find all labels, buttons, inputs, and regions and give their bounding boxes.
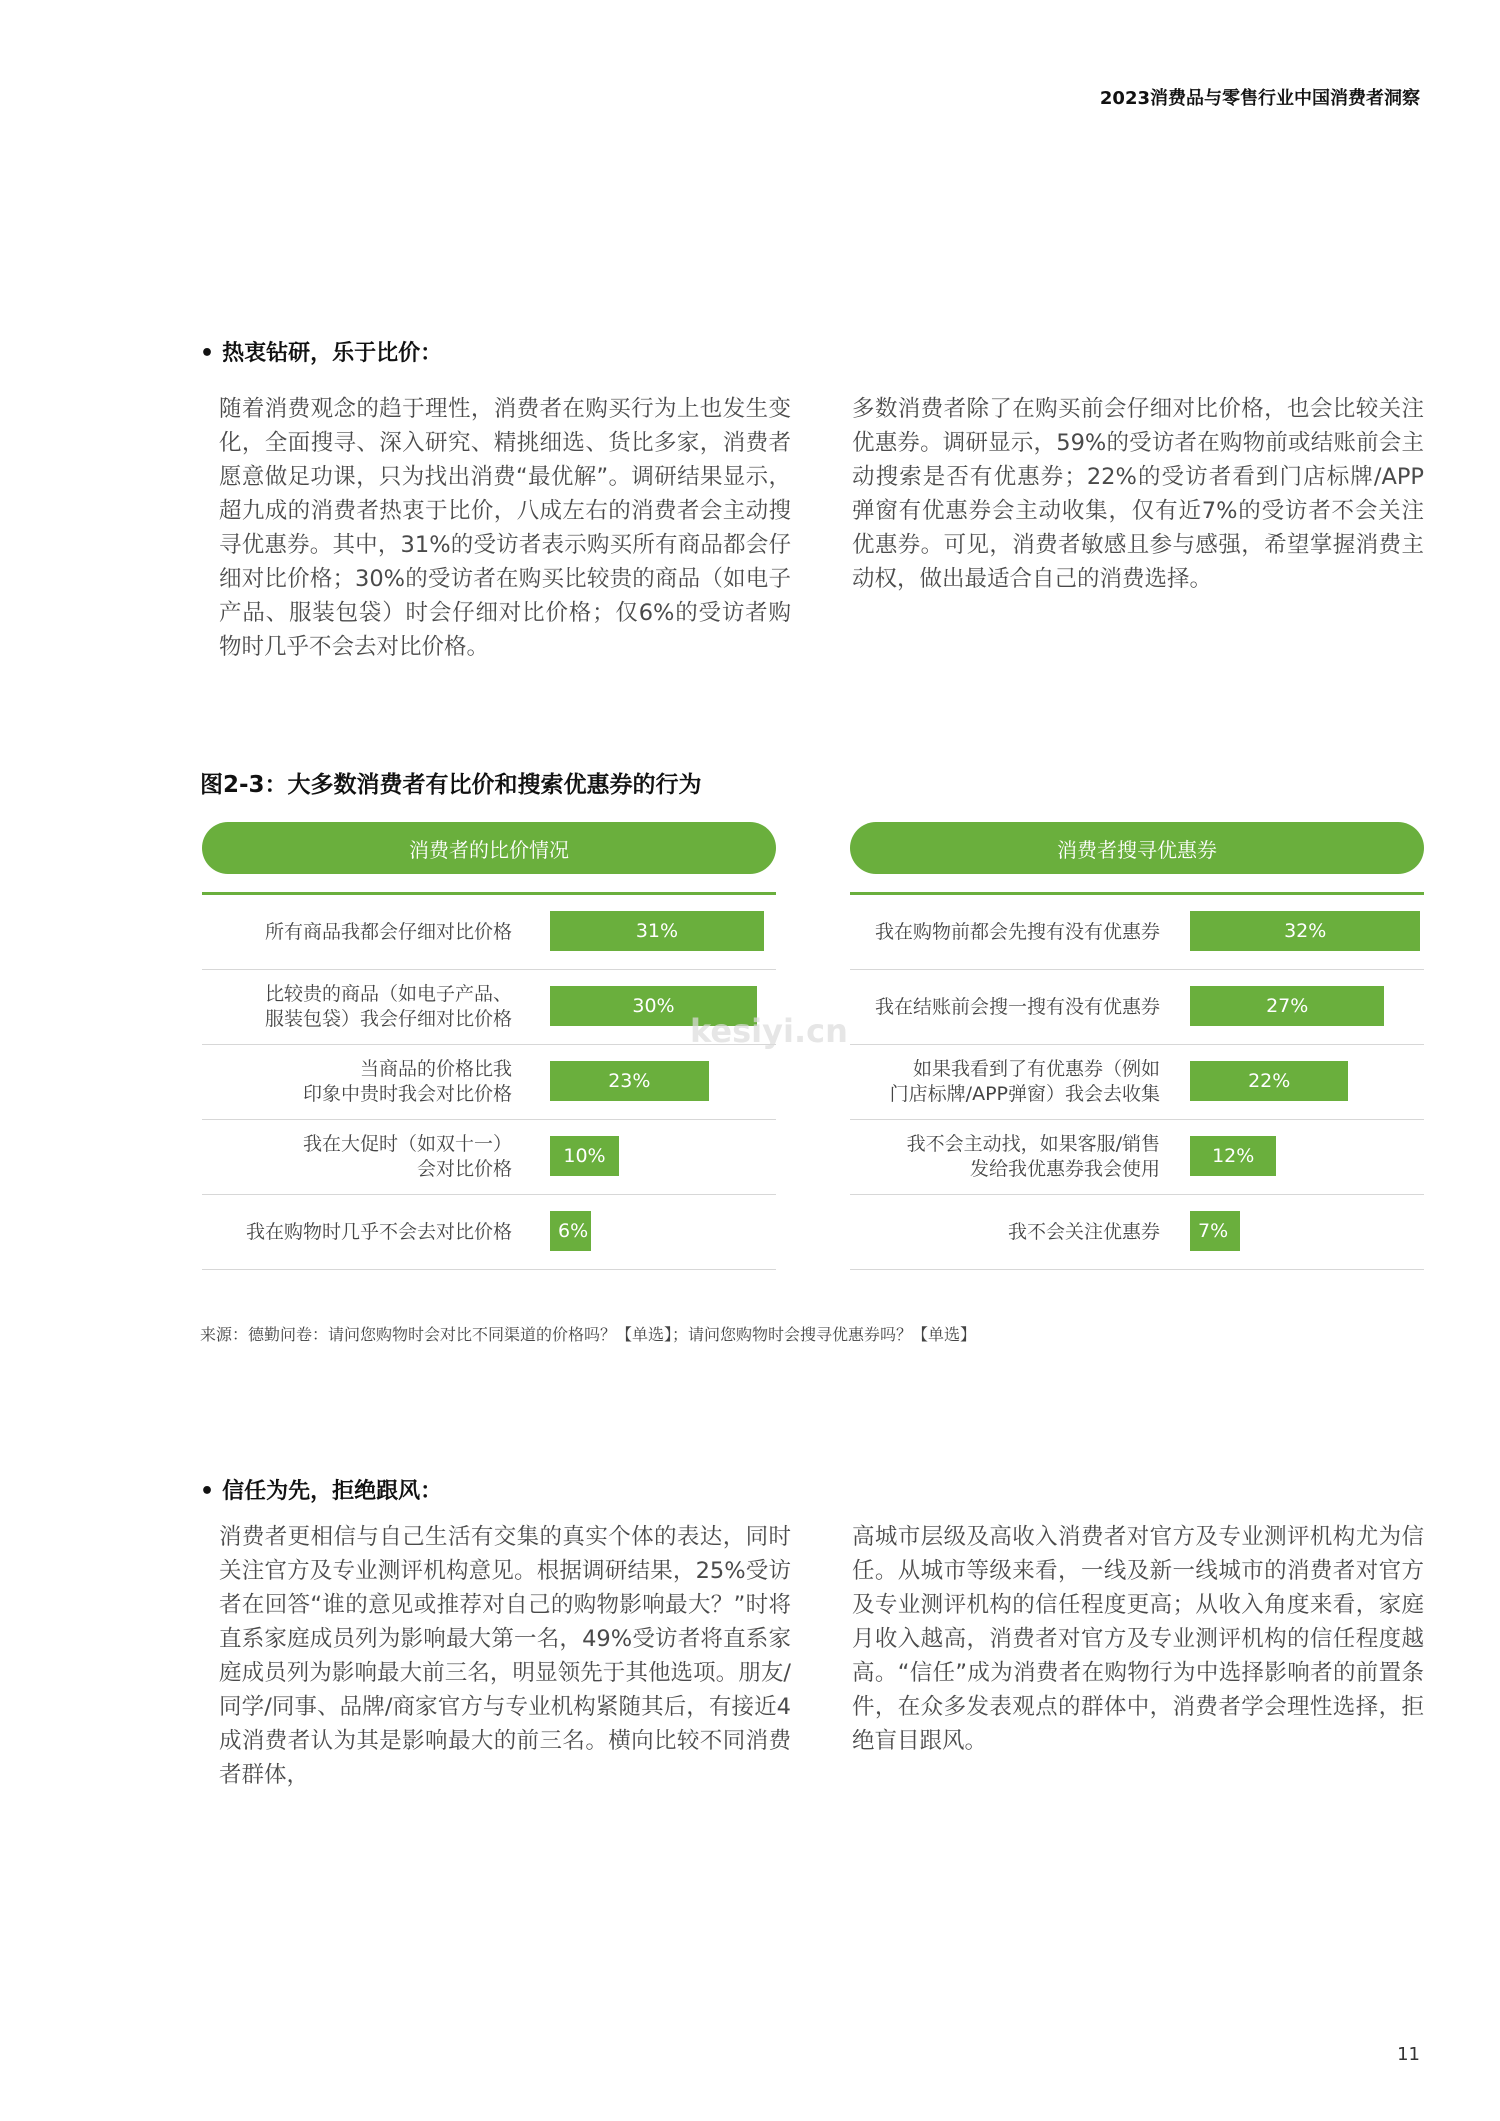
paragraph-trust-right: 高城市层级及高收入消费者对官方及专业测评机构尤为信任。从城市等级来看，一线及新一线城市的消费者对官方及专业测评机构的信任程度更高；从收入角度来看，家庭月收入越高，消费者对官方及专业测评机构的信任程度越高。“信任”成为消费者在购物行为中选择影响者的前置条件，在众多发表观点的群体中，消费者学会理性选择，拒绝盲目跟风。 [852,1524,1424,1754]
chart-bar [550,1136,619,1176]
chart-category-label-text: 我不会主动找，如果客服/销售 发给我优惠券我会使用 [906,1133,1160,1180]
chart-bar-value-label: 31% [635,920,679,942]
chart-category-label-text: 所有商品我都会仔细对比价格 [264,920,512,943]
chart-bar-value-label: 22% [1248,1070,1291,1092]
chart-bar-value-label: 27% [1266,995,1309,1017]
paragraph-trust-left: 消费者更相信与自己生活有交集的真实个体的表达，同时关注官方及专业测评机构意见。根据调研结果，25%受访者在回答“谁的意见或推荐对自己的购物影响最大？”时将直系家庭成员列为影响最大第一名，49%受访者将直系家庭成员列为影响最大前三名，明显领先于其他选项。朋友/同学/同事、品牌/商家官方与专业机构紧随其后，有接近4成消费者认为其是影响最大的前三名。横向比较不同消费者群体， [219,1524,791,1788]
chart-category-label [850,895,1160,969]
chart-category-label [202,1195,512,1269]
figure-source-note: 来源：德勤问卷：请问您购物时会对比不同渠道的价格吗？【单选】；请问您购物时会搜寻优惠券吗？【单选】 [200,1325,977,1344]
chart-bar-value-label: 23% [608,1070,651,1092]
chart-panel-coupon-search [850,822,1424,1270]
chart-bar-value-label: 30% [632,995,675,1017]
chart-category-label-text: 如果我看到了有优惠券（例如 门店标牌/APP弹窗）我会去收集 [889,1058,1160,1105]
chart-bar [1190,1061,1348,1101]
chart-category-label [202,895,512,969]
section-heading-trust [200,1474,442,1505]
chart-bar-value-label: 12% [1212,1145,1255,1167]
page-number: 11 [1397,2044,1420,2065]
chart-category-label-text: 当商品的价格比我 印象中贵时我会对比价格 [302,1058,512,1105]
chart-row [202,1195,776,1270]
chart-title-pill: 消费者的比价情况 [202,822,776,874]
chart-title-pill: 消费者搜寻优惠券 [850,822,1424,874]
chart-row [202,895,776,970]
chart-category-label-text: 我在购物前都会先搜有没有优惠券 [874,920,1160,943]
chart-category-label [850,1195,1160,1269]
watermark-text: kesiyi.cn [690,1012,848,1050]
chart-row [850,1120,1424,1195]
chart-bar-value-label: 6% [558,1220,589,1242]
chart-row [202,1045,776,1120]
paragraph-price-right: 多数消费者除了在购买前会仔细对比价格，也会比较关注优惠券。调研显示，59%的受访者在购物前或结账前会主动搜索是否有优惠券；22%的受访者看到门店标牌/APP弹窗有优惠券会主动收集，仅有近7%的受访者不会关注优惠券。可见，消费者敏感且参与感强，希望掌握消费主动权，做出最适合自己的消费选择。 [852,396,1424,592]
chart-row [850,1195,1424,1270]
chart-bar [1190,1136,1276,1176]
chart-category-label [850,1120,1160,1194]
paragraph-price-left: 随着消费观念的趋于理性，消费者在购买行为上也发生变化，全面搜寻、深入研究、精挑细选、货比多家，消费者愿意做足功课，只为找出消费“最优解”。调研结果显示，超九成的消费者热衷于比价，八成左右的消费者会主动搜寻优惠券。其中，31%的受访者表示购买所有商品都会仔细对比价格；30%的受访者在购买比较贵的商品（如电子产品、服装包袋）时会仔细对比价格；仅6%的受访者购物时几乎不会去对比价格。 [219,396,791,660]
figure-title: 图2-3：大多数消费者有比价和搜索优惠券的行为 [200,772,702,798]
chart-bar [1190,911,1420,951]
chart-bar-value-label: 32% [1284,920,1327,942]
chart-row [850,970,1424,1045]
chart-bar [550,986,757,1026]
chart-bar [1190,986,1384,1026]
chart-category-label-text: 比较贵的商品（如电子产品、 服装包袋）我会仔细对比价格 [264,983,512,1030]
chart-bar [550,911,764,951]
chart-category-label [850,1045,1160,1119]
chart-bar-value-label: 7% [1198,1220,1229,1242]
section-heading-price-comparison [200,336,442,367]
chart-row [202,1120,776,1195]
chart-row [850,895,1424,970]
chart-row [850,1045,1424,1120]
chart-panel-price-comparison [202,822,776,1270]
chart-category-label [202,970,512,1044]
chart-rows [850,895,1424,1270]
chart-bar [550,1061,709,1101]
chart-category-label [202,1045,512,1119]
bullet-icon: • [200,1479,215,1504]
chart-bar [1190,1211,1240,1251]
section-heading-text: 信任为先，拒绝跟风： [222,1479,443,1504]
chart-category-label-text: 我在大促时（如双十一） 会对比价格 [302,1133,512,1180]
chart-row [202,970,776,1045]
section-heading-text: 热衷钻研，乐于比价： [222,341,443,366]
bullet-icon: • [200,341,215,366]
chart-rows [202,895,776,1270]
chart-category-label-text: 我在结账前会搜一搜有没有优惠券 [874,995,1160,1018]
chart-bar-value-label: 10% [563,1145,606,1167]
chart-category-label [202,1120,512,1194]
header-title: 2023消费品与零售行业中国消费者洞察 [1099,88,1420,109]
chart-category-label-text: 我不会关注优惠券 [1007,1220,1160,1243]
chart-category-label [850,970,1160,1044]
chart-category-label-text: 我在购物时几乎不会去对比价格 [245,1220,512,1243]
chart-bar [550,1211,591,1251]
